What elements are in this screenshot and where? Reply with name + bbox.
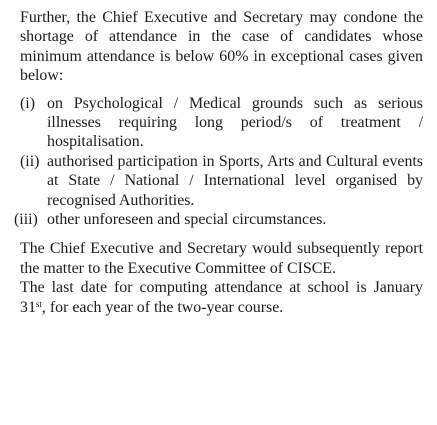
condition-number: (i) xyxy=(20,94,35,112)
condition-item-2 xyxy=(20,152,423,210)
condition-text: authorised participation in Sports, Arts and Cultural events at State / National / International level organised by recognised Authorities. xyxy=(47,152,423,209)
last-date-text: The last date for computing attendance at school is January 31 xyxy=(20,279,423,316)
intro-paragraph: Further, the Chief Executive and Secretary may condone the shortage of attendance in the case of candidates whose minimum attendance is below 60% in exceptional cases given below: xyxy=(20,9,423,85)
condition-list xyxy=(14,94,423,230)
condition-number: (iii) xyxy=(14,211,38,229)
condition-item-3 xyxy=(14,210,423,229)
condition-number: (ii) xyxy=(20,152,40,170)
last-date-paragraph xyxy=(20,278,423,317)
report-paragraph: The Chief Executive and Secretary would subsequently report the matter to the Executive Committee of CISCE. xyxy=(20,240,423,277)
condition-text: other unforeseen and special circumstances. xyxy=(47,211,327,229)
condition-text: on Psychological / Medical grounds such as serious illnesses requiring long period/s of treatment / hospitalisation. xyxy=(47,94,423,151)
ordinal-suffix: st xyxy=(35,298,42,309)
attendance-rules-document xyxy=(14,8,423,317)
last-date-tail: , for each year of the two-year course. xyxy=(41,298,284,316)
condition-item-1 xyxy=(20,94,423,152)
